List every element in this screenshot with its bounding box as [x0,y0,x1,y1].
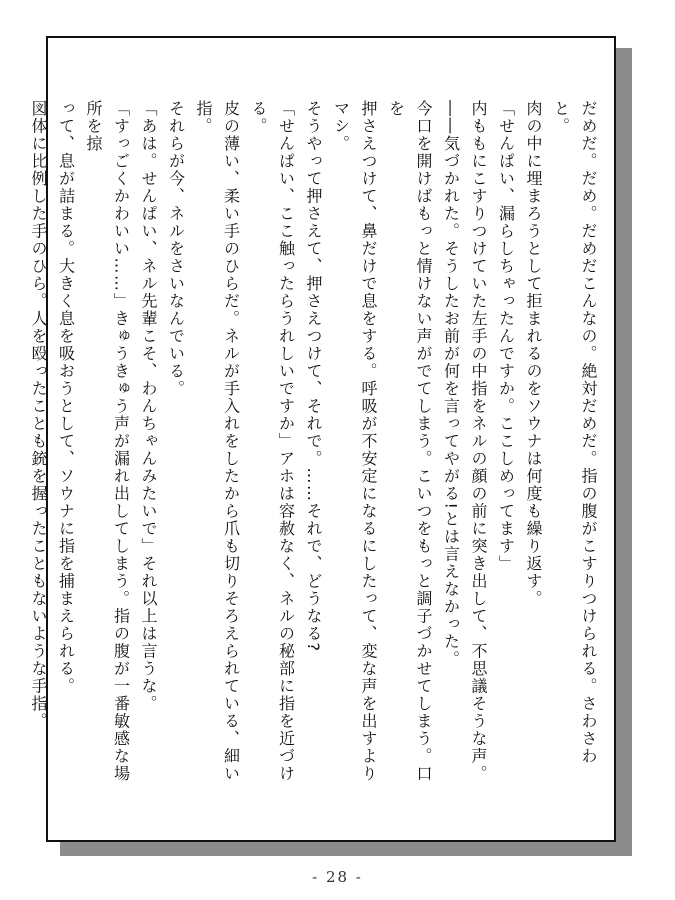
text-line-1: だめだ。だめ。だめだこんなの。絶対だめだ。指の腹がこすりつけられる。さわさわと。 [551,100,598,765]
text-line-2: 肉の中に埋まろうとして拒まれるのをソウナは何度も繰り返す。 [524,100,543,608]
text-line-6: 今口を開けばもっと情けない声がでてしまう。こいつをもっと調子づかせてしまう。口を [386,100,433,783]
text-line-13: 「すっごくかわいい……」きゅうきゅう声が漏れ出してしまう。指の腹が一番敏感な場所を掠 [84,100,131,783]
text-line-4: 内ももにこすりつけていた左手の中指をネルの顔の前に突き出して、不思議そうな声。 [469,100,488,783]
text-line-10: 皮の薄い、柔い手のひらだ。ネルが手入れをしたから爪も切りそろえられている、細い指。 [194,100,241,783]
text-line-14: って、息が詰まる。大きく息を吸おうとして、ソウナに指を捕まえられる。 [56,100,76,695]
page-number: - 28 - [312,868,363,886]
text-line-5: ――気づかれた。そうしたお前が何を言ってやがる!とは言えなかった。 [441,100,461,668]
book-page [29,36,616,842]
text-line-7: 押さえつけて、鼻だけで息をする。呼吸が不安定になるにしたって、変な声を出すよりマシ。 [331,100,378,783]
vertical-text-block [25,100,603,794]
text-line-15: 図体に比例した手のひら。人を殴ったことも銃を握ったこともないような手指。 [29,100,48,730]
text-line-9: 「せんぱい、ここ触ったらうれしいですか」アホは容赦なく、ネルの秘部に指を近づける。 [249,100,296,783]
text-line-3: 「せんぱい、漏らしちゃったんですか。ここしめってます」 [496,100,516,573]
text-line-12: 「あは。せんぱい、ネル先輩こそ、わんちゃんみたいで」それ以上は言うな。 [139,100,158,713]
text-line-11: それらが今、ネルをさいなんでいる。 [166,100,186,398]
text-line-8: そうやって押さえて、押さえつけて、それで。……それで、どうなる? [304,100,323,653]
